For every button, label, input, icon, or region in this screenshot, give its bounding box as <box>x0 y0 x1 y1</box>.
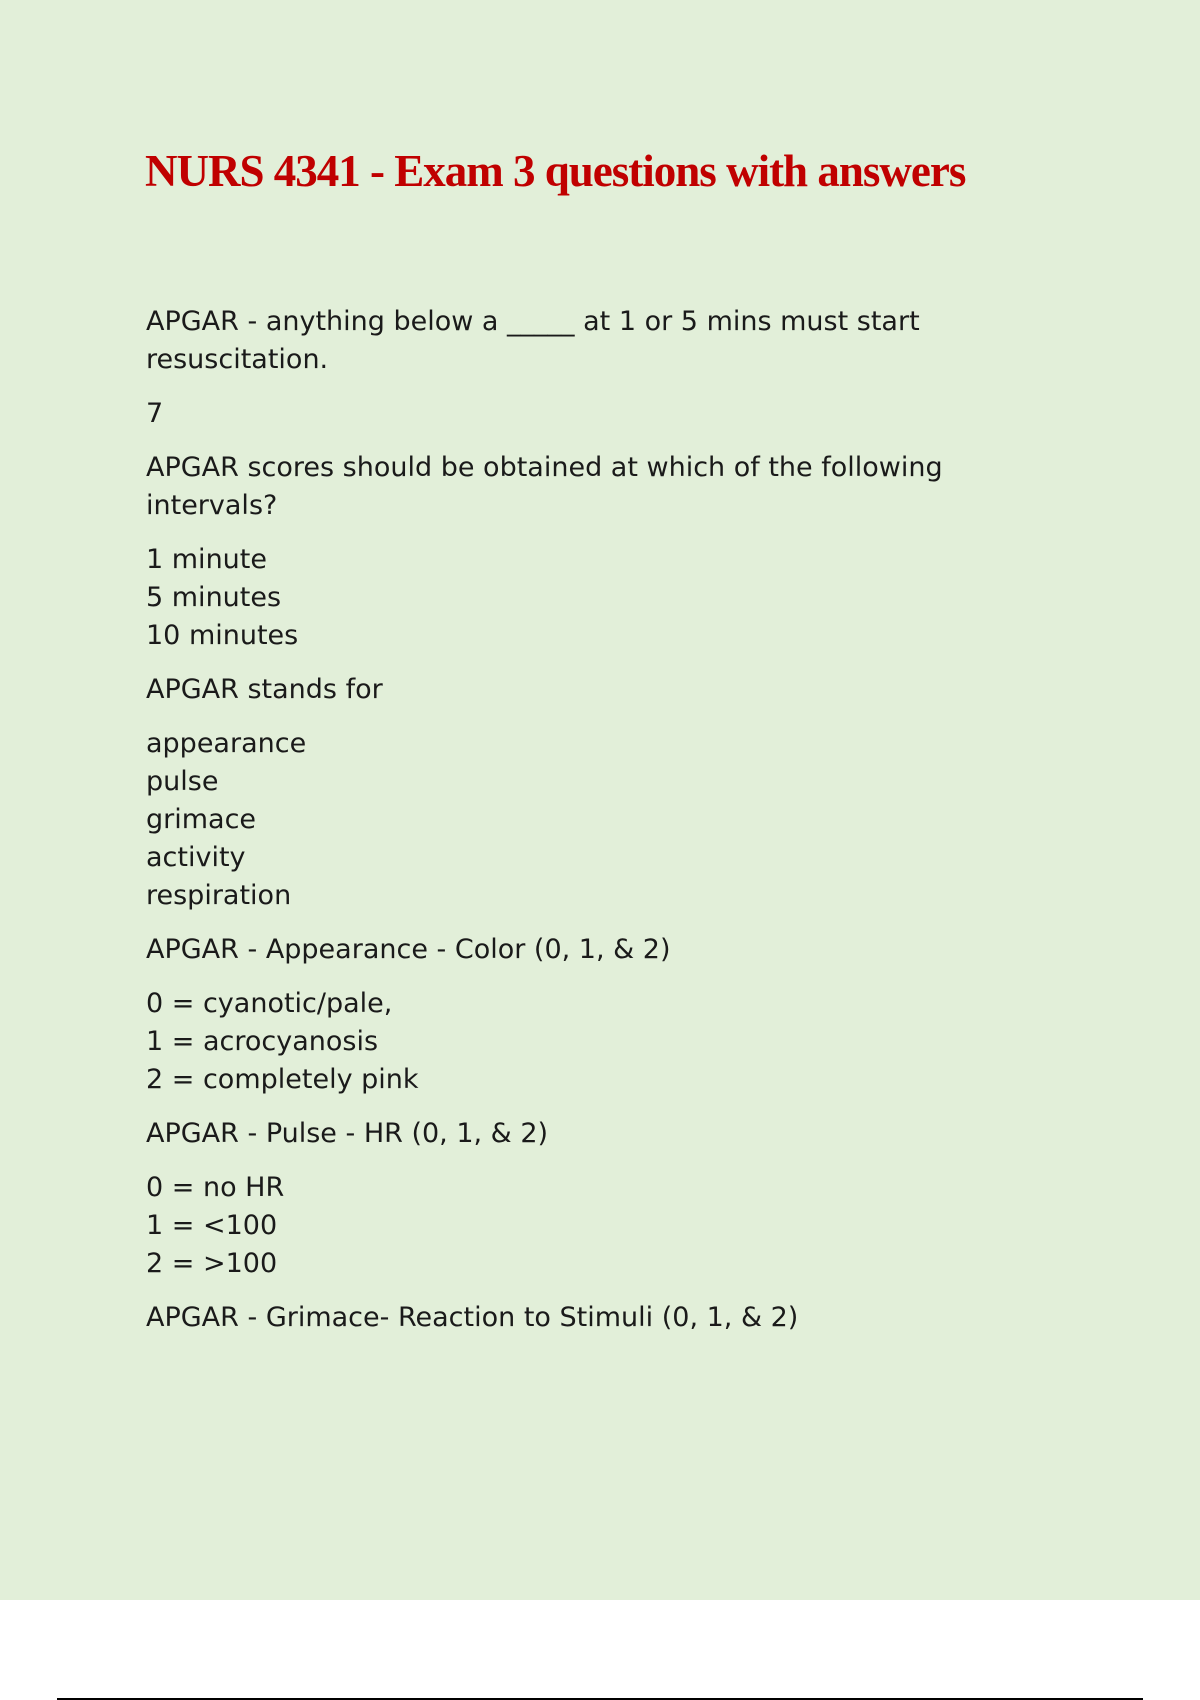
answer-line: 1 = acrocyanosis <box>146 1026 379 1057</box>
answer-line: respiration <box>146 880 292 911</box>
answer-line: appearance <box>146 728 307 759</box>
answer-text <box>146 541 1006 655</box>
qa-item <box>146 449 1006 655</box>
question-text: APGAR - Grimace- Reaction to Stimuli (0, 1, & 2) <box>146 1302 799 1333</box>
question-text: APGAR scores should be obtained at which of the following intervals? <box>146 452 943 521</box>
qa-item <box>146 931 1006 1099</box>
qa-list <box>146 303 1006 1353</box>
answer-text <box>146 725 1006 915</box>
question-text: APGAR - Appearance - Color (0, 1, & 2) <box>146 934 671 965</box>
answer-line: 2 = >100 <box>146 1248 278 1279</box>
answer-text <box>146 395 1006 433</box>
answer-text <box>146 1169 1006 1283</box>
answer-line: 1 minute <box>146 544 267 575</box>
qa-item <box>146 671 1006 915</box>
qa-item <box>146 1115 1006 1283</box>
document-title: NURS 4341 - Exam 3 questions with answers <box>145 146 966 196</box>
question-text: APGAR stands for <box>146 674 383 705</box>
question-text: APGAR - Pulse - HR (0, 1, & 2) <box>146 1118 549 1149</box>
answer-line: 5 minutes <box>146 582 282 613</box>
question-text: APGAR - anything below a _____ at 1 or 5 mins must start resuscitation. <box>146 306 920 375</box>
qa-item <box>146 1299 1006 1337</box>
answer-line: 1 = <100 <box>146 1210 278 1241</box>
answer-line: 2 = completely pink <box>146 1064 419 1095</box>
answer-line: activity <box>146 842 246 873</box>
answer-text <box>146 985 1006 1099</box>
answer-line: 0 = cyanotic/pale, <box>146 988 393 1019</box>
answer-line: 7 <box>146 398 164 429</box>
answer-line: 10 minutes <box>146 620 299 651</box>
answer-line: 0 = no HR <box>146 1172 285 1203</box>
answer-line: grimace <box>146 804 257 835</box>
qa-item <box>146 303 1006 433</box>
answer-line: pulse <box>146 766 219 797</box>
